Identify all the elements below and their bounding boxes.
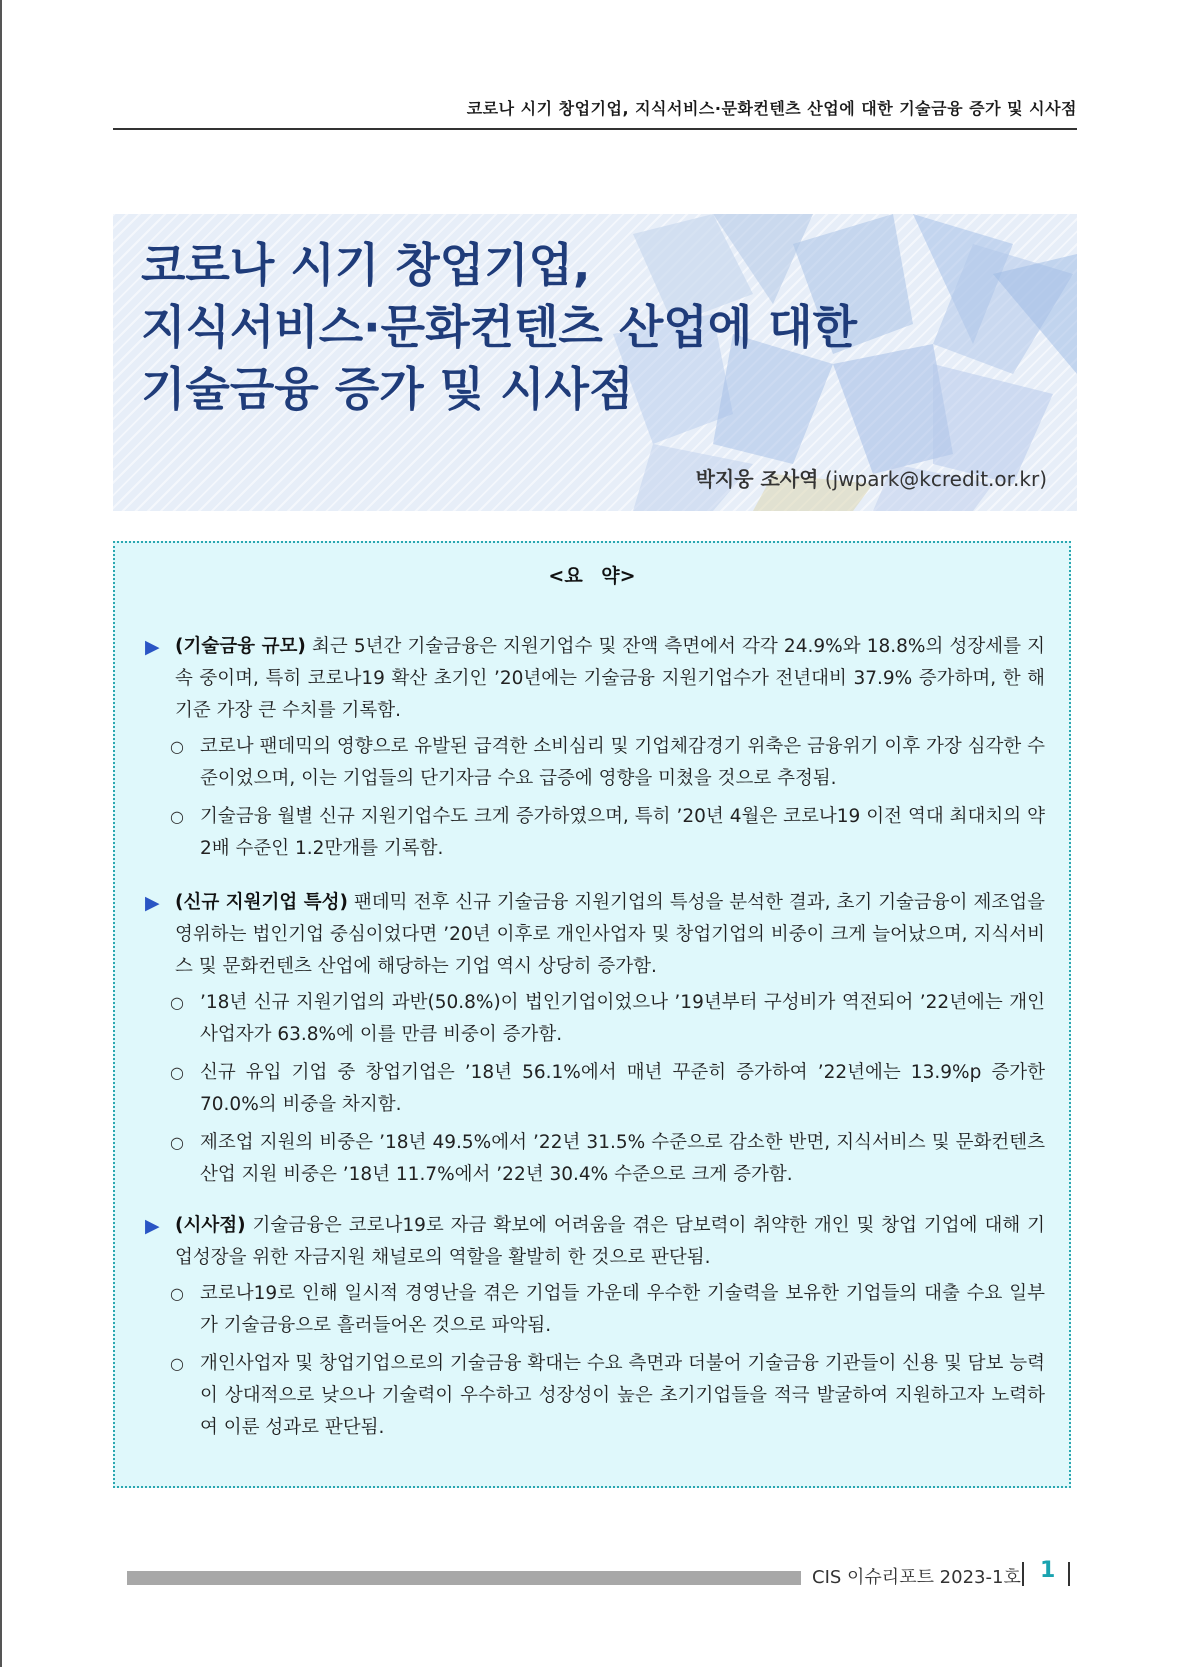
section-text: 기술금융은 코로나19로 자금 확보에 어려움을 겪은 담보력이 취약한 개인 및 창업 기업에 대해 기업성장을 위한 자금지원 채널로의 역할을 활발히 한 것으로 판단됨.	[175, 1215, 1045, 1268]
circle-bullet-icon: ○	[170, 737, 184, 756]
list-item-text: 제조업 지원의 비중은 ’18년 49.5%에서 ’22년 31.5% 수준으로 감소한 반면, 지식서비스 및 문화컨텐츠 산업 지원 비중은 ’18년 11.7%에서 ’22년 30.4% 수준으로 크게 증가함.	[200, 1132, 1045, 1185]
list-item	[145, 1348, 1045, 1444]
list-item-text: 기술금융 월별 신규 지원기업수도 크게 증가하였으며, 특히 ’20년 4월은 코로나19 이전 역대 최대치의 약 2배 수준인 1.2만개를 기록함.	[200, 806, 1045, 859]
circle-bullet-icon: ○	[170, 1354, 184, 1373]
section-lead	[145, 1210, 1045, 1274]
list-item	[145, 801, 1045, 865]
circle-bullet-icon: ○	[170, 1133, 184, 1152]
list-item	[145, 1057, 1045, 1121]
list-item	[145, 1127, 1045, 1191]
list-item	[145, 987, 1045, 1051]
section-text: 팬데믹 전후 신규 기술금융 지원기업의 특성을 분석한 결과, 초기 기술금융이 제조업을 영위하는 법인기업 중심이었다면 ’20년 이후로 개인사업자 및 창업기업의 비중이 크게 늘어났으며, 지식서비스 및 문화컨텐츠 산업에 해당하는 기업 역시 상당히 증가함.	[175, 892, 1046, 977]
list-item-text: 신규 유입 기업 중 창업기업은 ’18년 56.1%에서 매년 꾸준히 증가하여 ’22년에는 13.9%p 증가한 70.0%의 비중을 차지함.	[200, 1062, 1045, 1115]
running-header: 코로나 시기 창업기업, 지식서비스·문화컨텐츠 산업에 대한 기술금융 증가 및 시사점	[466, 99, 1077, 118]
section-lead	[145, 631, 1045, 727]
section-heading: (시사점)	[175, 1215, 246, 1236]
section-text: 최근 5년간 기술금융은 지원기업수 및 잔액 측면에서 각각 24.9%와 18.8%의 성장세를 지속 중이며, 특히 코로나19 확산 초기인 ’20년에는 기술금융 지원기업수가 전년대비 37.9% 증가하며, 한 해 기준 가장 큰 수치를 기록함.	[175, 636, 1045, 721]
author-line	[696, 463, 1047, 492]
page-number: 1	[1040, 1558, 1056, 1583]
author-name: 박지웅 조사역	[695, 467, 819, 491]
circle-bullet-icon: ○	[170, 1284, 184, 1303]
right-triangle-arrow-icon: ▶	[145, 892, 160, 914]
list-item-text: 코로나 팬데믹의 영향으로 유발된 급격한 소비심리 및 기업체감경기 위축은 금융위기 이후 가장 심각한 수준이었으며, 이는 기업들의 단기자금 수요 급증에 영향을 미쳤을 것으로 추정됨.	[200, 736, 1045, 789]
list-item-text: ’18년 신규 지원기업의 과반(50.8%)이 법인기업이었으나 ’19년부터 구성비가 역전되어 ’22년에는 개인사업자가 63.8%에 이를 만큼 비중이 증가함.	[200, 992, 1045, 1045]
circle-bullet-icon: ○	[170, 1063, 184, 1082]
title-line-1: 코로나 시기 창업기업,	[141, 238, 591, 292]
summary-section-2	[145, 887, 1045, 1197]
section-lead	[145, 887, 1045, 983]
title-banner	[113, 214, 1077, 511]
title-line-3: 기술금융 증가 및 시사점	[141, 362, 634, 416]
list-item	[145, 1278, 1045, 1342]
list-item	[145, 731, 1045, 795]
right-triangle-arrow-icon: ▶	[145, 636, 160, 658]
footer-publication: CIS 이슈리포트 2023-1호	[812, 1567, 1021, 1588]
bullet-list	[145, 1278, 1045, 1444]
list-item-text: 코로나19로 인해 일시적 경영난을 겪은 기업들 가운데 우수한 기술력을 보유한 기업들의 대출 수요 일부가 기술금융으로 흘러들어온 것으로 파악됨.	[200, 1283, 1045, 1336]
circle-bullet-icon: ○	[170, 807, 184, 826]
footer-separator	[1022, 1562, 1024, 1586]
header-rule	[113, 128, 1077, 130]
circle-bullet-icon: ○	[170, 993, 184, 1012]
summary-section-1	[145, 631, 1045, 871]
footer-separator	[1068, 1562, 1070, 1586]
bullet-list	[145, 731, 1045, 865]
section-heading: (신규 지원기업 특성)	[175, 892, 348, 913]
summary-section-3	[145, 1210, 1045, 1450]
page-left-border	[0, 0, 2, 1667]
list-item-text: 개인사업자 및 창업기업으로의 기술금융 확대는 수요 측면과 더불어 기술금융 기관들이 신용 및 담보 능력이 상대적으로 낮으나 기술력이 우수하고 성장성이 높은 초기기업들을 적극 발굴하여 지원하고자 노력하여 이룬 성과로 판단됨.	[200, 1353, 1045, 1438]
bullet-list	[145, 987, 1045, 1191]
summary-box	[113, 541, 1071, 1488]
footer-bar	[127, 1571, 801, 1585]
summary-title: <요 약>	[548, 565, 636, 587]
title-line-2: 지식서비스·문화컨텐츠 산업에 대한	[141, 300, 858, 354]
document-title	[141, 234, 857, 420]
section-heading: (기술금융 규모)	[175, 636, 306, 657]
author-email: (jwpark@kcredit.or.kr)	[824, 467, 1047, 491]
right-triangle-arrow-icon: ▶	[145, 1215, 160, 1237]
